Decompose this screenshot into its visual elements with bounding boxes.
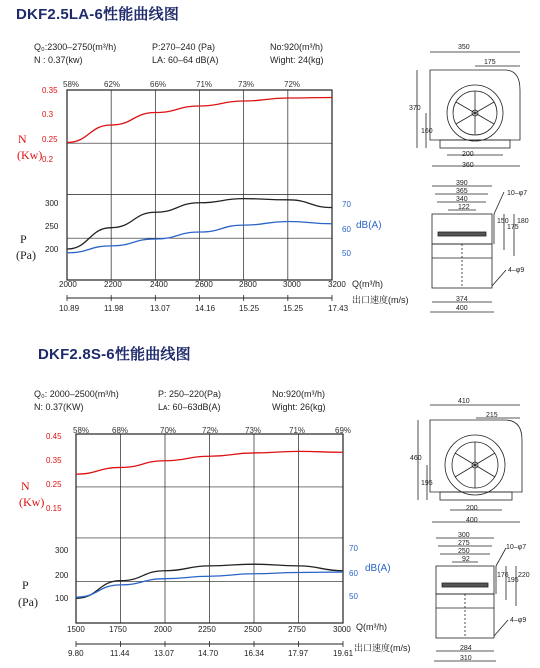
dimension-label: 175 [484,59,496,66]
dimension-label: 400 [456,305,468,312]
q-tick-label: 1500 [67,625,85,634]
n-tick-label: 0.15 [46,504,62,513]
velocity-axis-label: 出口速度(m/s) [352,295,409,305]
dimension-label: 275 [458,540,470,547]
spec-flow: Q₀: 2000–2500(m³/h) [34,389,119,399]
dimension-label: 195 [507,577,519,584]
n-tick-label: 0.3 [42,110,54,119]
efficiency-label: 73% [245,426,262,435]
dimension-label: 220 [518,572,530,579]
spec-weight: Wight: 24(kg) [270,55,324,65]
efficiency-label: 70% [160,426,177,435]
dimension-label: 284 [460,645,472,652]
velocity-tick-label: 14.70 [198,649,219,658]
q-tick-label: 2800 [239,280,257,289]
db-tick-label: 50 [342,249,351,258]
db-tick-label: 70 [342,200,351,209]
dimension-label: 10–φ7 [506,544,527,551]
db-tick-label: 60 [349,569,358,578]
n-tick-label: 0.25 [42,135,58,144]
dimension-label: 350 [458,44,470,51]
dimension-label: 400 [466,517,478,524]
velocity-tick-label: 10.89 [59,304,80,313]
fan-front-view [417,52,520,166]
fan-side-view [430,186,514,312]
n-tick-label: 0.35 [46,456,62,465]
q-tick-label: 2500 [244,625,262,634]
dimension-label: 300 [458,532,470,539]
efficiency-label: 71% [196,80,213,89]
p-tick-label: 250 [45,222,59,231]
spec-power: N : 0.37(kw) [34,55,83,65]
q-tick-label: 2600 [195,280,213,289]
dimension-label: 4–φ9 [508,267,525,274]
chart-title: DKF2.5LA-6性能曲线图 [16,6,180,23]
velocity-tick-label: 13.07 [150,304,171,313]
velocity-tick-label: 11.98 [104,304,124,313]
spec-pressure: P: 250–220(Pa) [158,389,222,399]
spec-speed: No:920(m³/h) [272,389,326,399]
dimension-label: 176 [497,572,509,579]
dimension-label: 200 [466,505,478,512]
velocity-tick-label: 15.25 [239,304,260,313]
q-axis-label: Q(m³/h) [352,279,383,289]
velocity-axis-label: 出口速度(m/s) [354,643,411,653]
dimension-label: 4–φ9 [510,617,527,624]
p-axis-unit: (Pa) [18,595,38,609]
q-tick-label: 2250 [198,625,216,634]
p-tick-label: 300 [45,199,59,208]
efficiency-label: 72% [202,426,219,435]
velocity-tick-label: 15.25 [283,304,304,313]
dimension-label: 180 [517,218,529,225]
velocity-tick-label: 17.43 [328,304,349,313]
dimension-label: 92 [462,556,470,563]
velocity-tick-label: 13.07 [154,649,175,658]
dimension-label: 215 [486,412,498,419]
dimension-label: 460 [410,455,422,462]
efficiency-label: 68% [112,426,129,435]
chart-grid [76,434,343,623]
chart-grid [67,90,332,280]
dimension-label: 410 [458,398,470,405]
spec-weight: Wight: 26(kg) [272,402,326,412]
fan-side-view [434,538,516,661]
chart-title: DKF2.8S-6性能曲线图 [38,346,191,363]
efficiency-label: 66% [150,80,167,89]
p-axis-label: P [22,578,29,592]
p-tick-label: 300 [55,546,69,555]
dimension-label: 374 [456,296,468,303]
velocity-tick-label: 16.34 [244,649,265,658]
dimension-label: 370 [409,105,421,112]
q-axis-label: Q(m³/h) [356,622,387,632]
velocity-tick-label: 9.80 [68,649,84,658]
db-tick-label: 60 [342,225,351,234]
db-axis-label: dB(A) [365,563,391,574]
efficiency-label: 58% [63,80,80,89]
spec-noise: Lᴀ: 60–63dB(A) [158,402,221,412]
efficiency-label: 69% [335,426,352,435]
dimension-label: 10–φ7 [507,190,528,197]
q-tick-label: 1750 [109,625,127,634]
q-tick-label: 2000 [154,625,172,634]
spec-speed: No:920(m³/h) [270,42,324,52]
spec-flow: Q₀:2300–2750(m³/h) [34,42,117,52]
efficiency-label: 71% [289,426,306,435]
dimension-label: 340 [456,196,468,203]
efficiency-label: 72% [284,80,301,89]
p-tick-label: 200 [55,571,69,580]
p-axis-label: P [20,232,27,246]
q-tick-label: 3200 [328,280,346,289]
dimension-label: 200 [462,151,474,158]
efficiency-label: 73% [238,80,255,89]
dimension-label: 365 [456,188,468,195]
dimension-label: 390 [456,180,468,187]
q-tick-label: 2400 [150,280,168,289]
fan-front-view [418,405,522,522]
db-tick-label: 50 [349,592,358,601]
q-tick-label: 2200 [104,280,122,289]
q-tick-label: 2750 [288,625,306,634]
n-tick-label: 0.2 [42,155,54,164]
velocity-tick-label: 14.16 [195,304,216,313]
dimension-label: 122 [458,204,470,211]
n-tick-label: 0.35 [42,86,58,95]
n-axis-unit: (Kw) [17,148,43,162]
dimension-label: 175 [507,224,519,231]
db-tick-label: 70 [349,544,358,553]
velocity-tick-label: 17.97 [288,649,309,658]
n-tick-label: 0.45 [46,432,62,441]
spec-noise: LA: 60–64 dB(A) [152,55,219,65]
efficiency-label: 62% [104,80,121,89]
dimension-label: 195 [421,480,433,487]
dimension-label: 310 [460,655,472,662]
q-tick-label: 2000 [59,280,77,289]
velocity-tick-label: 11.44 [110,649,130,658]
velocity-tick-label: 19.61 [333,649,354,658]
p-tick-label: 100 [55,594,69,603]
q-tick-label: 3000 [283,280,301,289]
dimension-label: 150 [497,218,509,225]
dimension-label: 360 [462,162,474,169]
p-axis-unit: (Pa) [16,248,36,262]
spec-power: N: 0.37(KW) [34,402,84,412]
efficiency-label: 58% [73,426,90,435]
dimension-label: 250 [458,548,470,555]
dimension-label: 160 [421,128,433,135]
q-tick-label: 3000 [333,625,351,634]
p-tick-label: 200 [45,245,59,254]
n-tick-label: 0.25 [46,480,62,489]
n-axis-label: N [21,479,30,493]
spec-pressure: P:270–240 (Pa) [152,42,216,52]
n-axis-unit: (Kw) [19,495,45,509]
db-axis-label: dB(A) [356,220,382,231]
n-axis-label: N [18,132,27,146]
